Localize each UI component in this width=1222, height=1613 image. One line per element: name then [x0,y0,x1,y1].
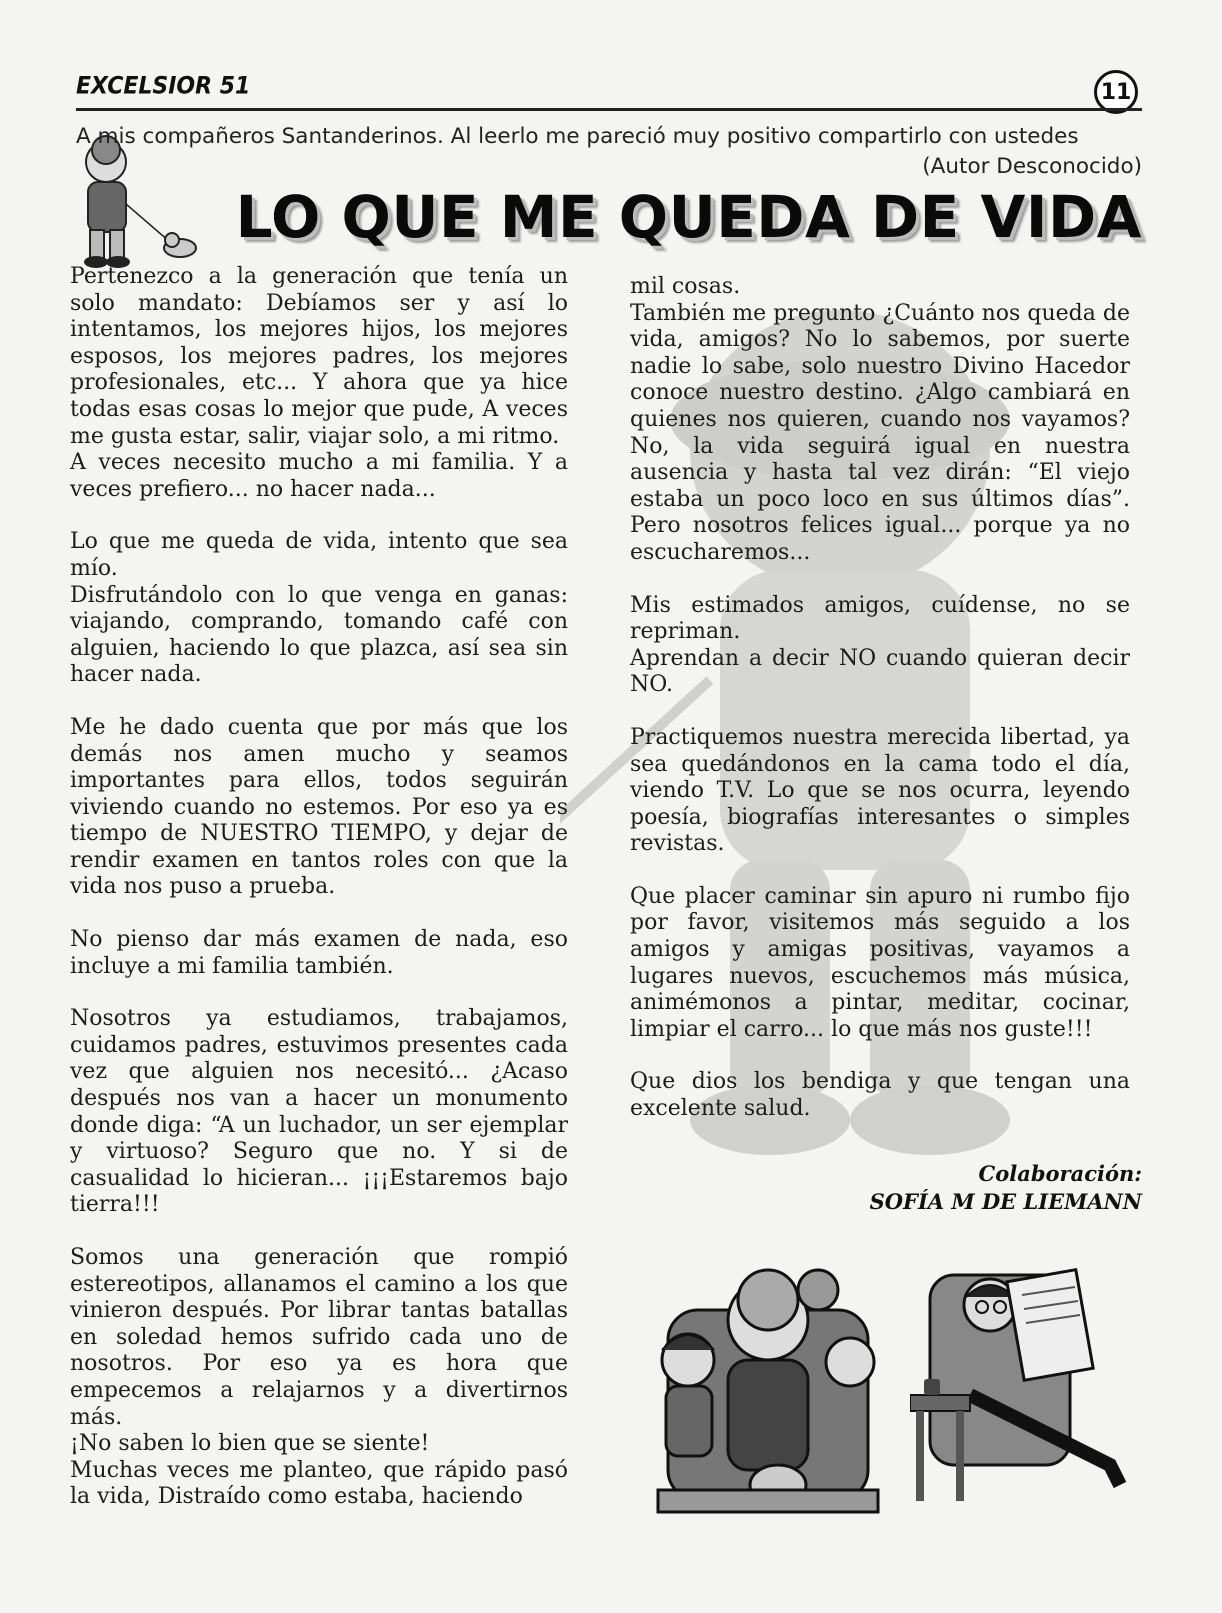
paragraph: Somos una generación que rompió estereotipos, allanamos el camino a los que vinieron después. Por librar tantas batallas en soledad hemos sufrido cada uno de nosotros. Por eso ya es hora que empecemos a relajarnos y a divertirnos más. [70,1245,568,1430]
left-column [70,264,568,1511]
paragraph: Pertenezco a la generación que tenía un solo mandato: Debíamos ser y así lo intentamos, los mejores hijos, los mejores esposos, los mejores padres, los mejores profesionales, etc... Y ahora que ya hice todas esas cosas lo mejor que pude, A veces me gusta estar, salir, viajar solo, a mi ritmo. [70,264,568,449]
paragraph: Que dios los bendiga y que tengan una excelente salud. [630,1069,1130,1122]
credit-label: Colaboración: [978,1161,1142,1186]
paragraph: Aprendan a decir NO cuando quieran decir NO. [630,645,1130,698]
paragraph: Disfrutándolo con lo que venga en ganas: viajando, comprando, tomando café con alguien, haciendo lo que plazca, así sea sin hacer nada. [70,582,568,688]
paragraph: A veces necesito mucho a mi familia. Y a veces prefiero... no hacer nada... [70,450,568,502]
intro-line-1: A mis compañeros Santanderinos. Al leerlo me pareció muy positivo compartirlo con ustedes [76,124,1079,149]
grandparent-family-illustration [638,1250,898,1520]
article-title: LO QUE ME QUEDA DE VIDA [235,183,1142,251]
paragraph: Que placer caminar sin apuro ni rumbo fijo por favor, visitemos más seguido a los amigos y amigas positivas, vayamos a lugares nuevos, escuchemos más música, animémonos a pintar, meditar, cocinar, limpiar el carro... lo que más nos guste!!! [630,883,1130,1042]
page-number: 11 [1094,70,1138,114]
intro-dedication [76,122,1142,182]
paragraph: Me he dado cuenta que por más que los demás nos amen mucho y seamos importantes para ellos, todos seguirán viviendo cuando no estemos. Por eso ya es tiempo de NUESTRO TIEMPO, y dejar de rendir examen en tantos roles con que la vida nos puso a prueba. [70,714,568,900]
header-rule [76,108,1142,111]
paragraph: No pienso dar más examen de nada, eso incluye a mi familia también. [70,927,568,979]
right-column [630,274,1130,1149]
paragraph: Lo que me queda de vida, intento que sea mío. [70,529,568,581]
paragraph: Nosotros ya estudiamos, trabajamos, cuidamos padres, estuvimos presentes cada vez que alguien nos necesitó... ¿Acaso después nos van a hacer un monumento donde diga: “A un luchador, un ser ejemplar y virtuoso? Seguro que no. Y si de casualidad lo hicieran... ¡¡¡Estaremos bajo tierra!!! [70,1006,568,1218]
paragraph: Practiquemos nuestra merecida libertad, ya sea quedándonos en la cama todo el día, viendo T.V. Lo que se nos ocurra, leyendo poesía, biografías interesantes o simples revistas. [630,724,1130,857]
paragraph: ¡No saben lo bien que se siente! [70,1431,430,1457]
paragraph: Muchas veces me planteo, que rápido pasó la vida, Distraído como estaba, haciendo [70,1457,568,1510]
masthead: EXCELSIOR 51 [76,72,251,101]
paragraph: mil cosas. [630,274,741,299]
paragraph: Mis estimados amigos, cuídense, no se repriman. [630,592,1130,645]
man-reading-newspaper-illustration [910,1245,1142,1535]
credit-author: SOFÍA M DE LIEMANN [869,1189,1142,1214]
credit-block [700,1160,1142,1216]
paragraph: También me pregunto ¿Cuánto nos queda de vida, amigos? No lo sabemos, por suerte nadie lo sabe, solo nuestro Divino Hacedor conoce nuestro destino. ¿Algo cambiará en quienes nos quieren, cuando nos vayamos? No, la vida seguirá igual en nuestra ausencia y hasta tal vez dirán: “El viejo estaba un poco loco en sus últimos días”. Pero nosotros felices igual... porque ya no escucharemos... [630,300,1130,565]
intro-author-note: (Autor Desconocido) [922,154,1142,179]
